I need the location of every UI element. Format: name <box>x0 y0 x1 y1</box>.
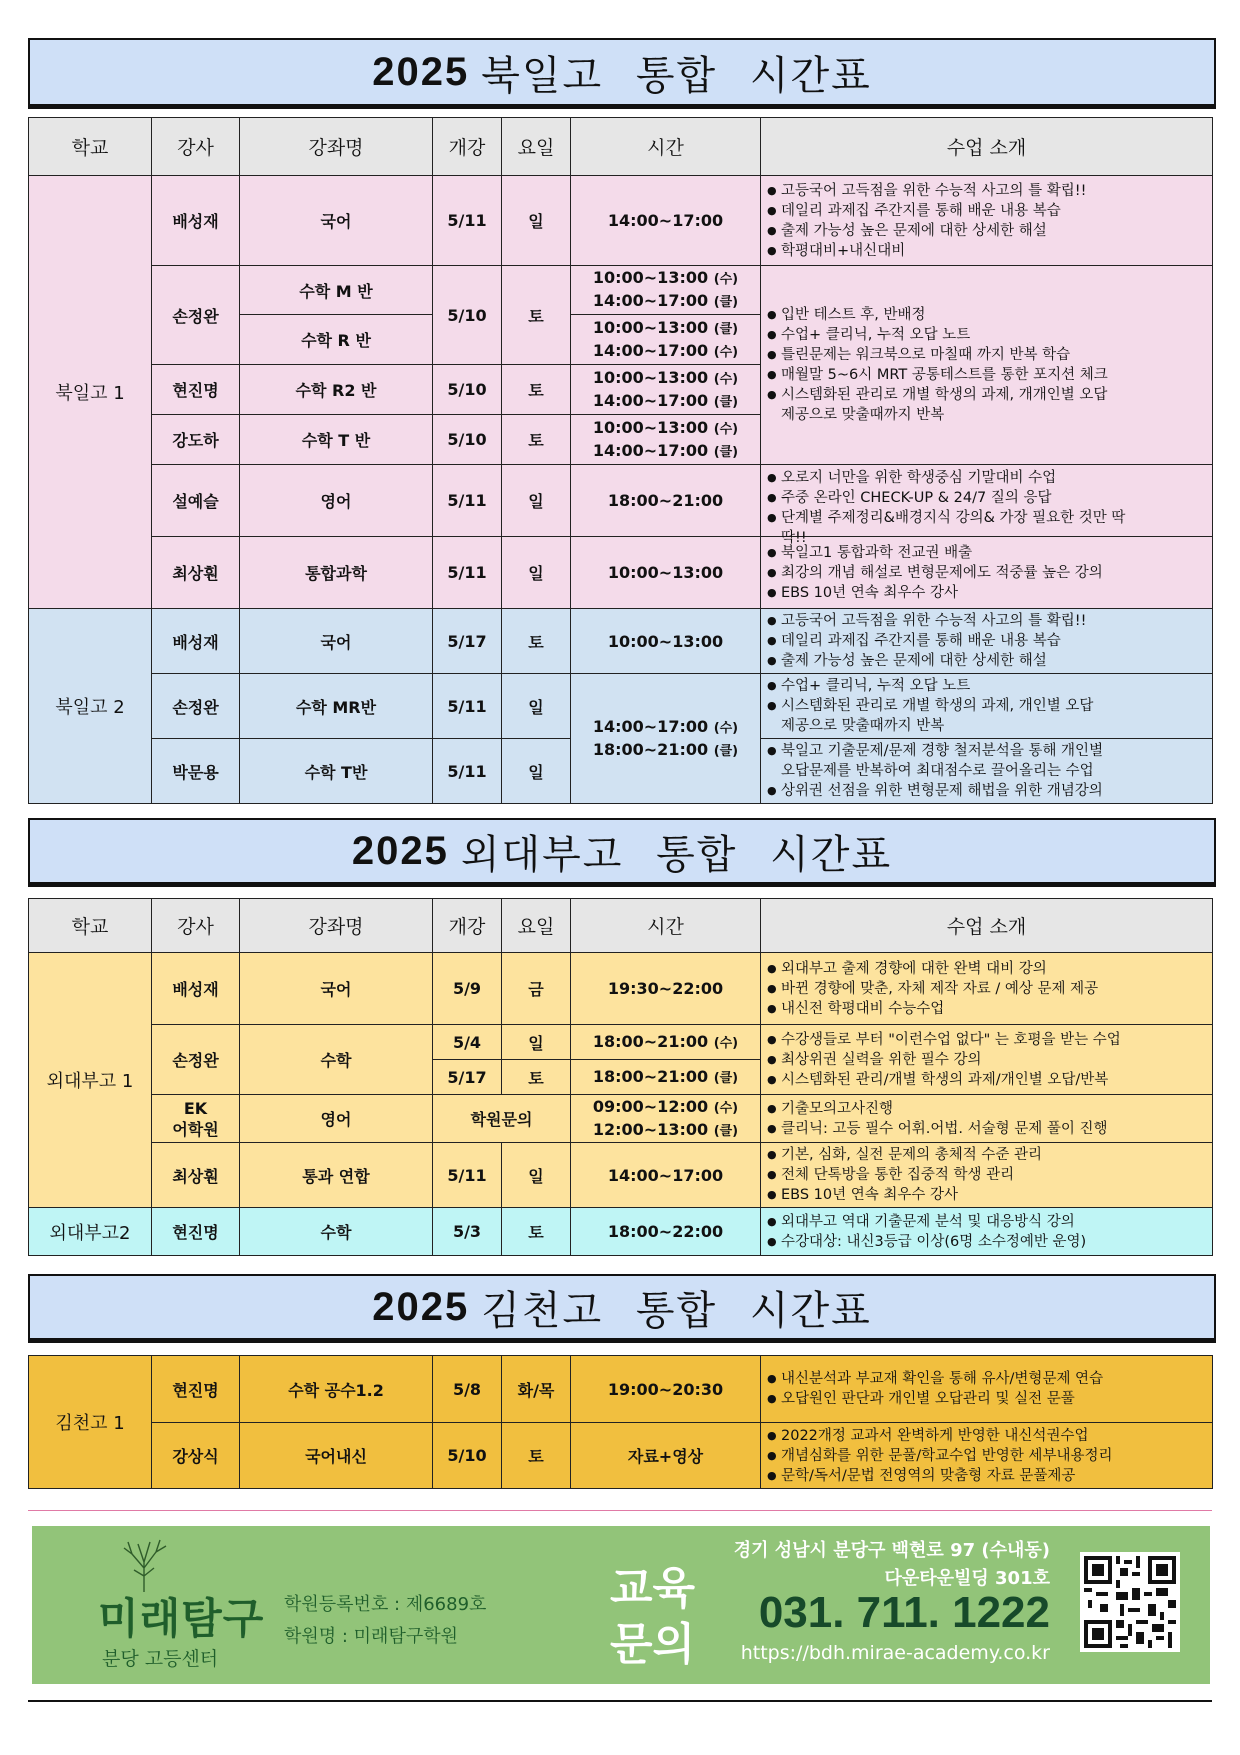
teacher-cell: EK 어학원 <box>152 1095 240 1143</box>
teacher-cell: 손정완 <box>152 1025 240 1095</box>
header-school: 학교 <box>29 899 152 953</box>
course-cell: 영어 <box>240 1095 433 1143</box>
website-url: https://bdh.mirae-academy.co.kr <box>740 1642 1050 1664</box>
time-cell: 14:00~17:00 <box>571 176 761 266</box>
start-cell: 학원문의 <box>433 1095 571 1143</box>
table-row <box>29 1025 1213 1060</box>
start-cell: 5/9 <box>433 953 502 1025</box>
start-cell: 5/11 <box>433 1143 502 1208</box>
registration-number: 학원등록번호 : 제6689호 <box>284 1594 487 1615</box>
footer-banner <box>32 1526 1210 1684</box>
course-cell: 국어내신 <box>240 1423 433 1489</box>
teacher-cell: 설예슬 <box>152 465 240 537</box>
desc-cell: ● 기본, 심화, 실전 문제의 총체적 수준 관리 ● 전체 단톡방을 통한 집중적 학생 관리 ● EBS 10년 연속 최우수 강사 <box>761 1143 1213 1208</box>
time-cell: 10:00~13:00 <box>571 537 761 609</box>
time-cell: 자료+영상 <box>571 1423 761 1489</box>
school-cell: 외대부고 1 <box>29 953 152 1208</box>
teacher-cell: 강상식 <box>152 1423 240 1489</box>
start-cell: 5/11 <box>433 537 502 609</box>
header-teacher: 강사 <box>152 899 240 953</box>
title-year: 2025 <box>351 828 449 873</box>
table-row <box>29 674 1213 739</box>
teacher-cell: 손정완 <box>152 674 240 739</box>
start-cell: 5/3 <box>433 1208 502 1256</box>
desc-cell: ● 기출모의고사진행 ● 클리닉: 고등 필수 어휘.어법. 서술형 문제 풀이 진행 <box>761 1095 1213 1143</box>
table-row <box>29 1356 1213 1423</box>
course-cell: 영어 <box>240 465 433 537</box>
school-cell: 북일고 1 <box>29 176 152 609</box>
time-cell: 18:00~22:00 <box>571 1208 761 1256</box>
time-cell: 10:00~13:00 (수) 14:00~17:00 (클) <box>571 415 761 465</box>
course-cell: 국어 <box>240 953 433 1025</box>
desc-cell: ● 고등국어 고득점을 위한 수능적 사고의 틀 확립!! ● 데일리 과제집 주간지를 통해 배운 내용 복습 ● 출제 가능성 높은 문제에 대한 상세한 해설 <box>761 609 1213 674</box>
course-cell: 수학 T 반 <box>240 415 433 465</box>
start-cell: 5/10 <box>433 1423 502 1489</box>
time-cell: 18:00~21:00 (수) <box>571 1025 761 1060</box>
teacher-cell: 현진명 <box>152 1356 240 1423</box>
table-row <box>29 609 1213 674</box>
header-start: 개강 <box>433 118 502 176</box>
day-cell: 일 <box>502 1025 571 1060</box>
day-cell: 토 <box>502 1423 571 1489</box>
desc-cell: ● 북일고 기출문제/문제 경향 철저분석을 통해 개인별 오답문제를 반복하여 최대점수로 끌어올리는 수업 ● 상위권 선점을 위한 변형문제 해법을 위한 개념강의 <box>761 739 1213 804</box>
table-row <box>29 1423 1213 1489</box>
desc-cell: ● 오로지 너만을 위한 학생중심 기말대비 수업 ● 주중 온라인 CHECK-UP & 24/7 질의 응답 ● 단계별 주제정리&배경지식 강의& 가장 필요한 것만 딱 <box>761 465 1213 537</box>
hufs-timetable <box>28 898 1213 1256</box>
start-cell: 5/17 <box>433 1060 502 1095</box>
day-cell: 금 <box>502 953 571 1025</box>
time-cell: 10:00~13:00 (수) 14:00~17:00 (클) <box>571 266 761 315</box>
time-cell: 10:00~13:00 (클) 14:00~17:00 (수) <box>571 315 761 365</box>
teacher-cell: 최상훤 <box>152 537 240 609</box>
table-row <box>29 1095 1213 1143</box>
table-row <box>29 1208 1213 1256</box>
course-cell: 통과 연합 <box>240 1143 433 1208</box>
course-cell: 통합과학 <box>240 537 433 609</box>
title-year: 2025 <box>372 1284 470 1329</box>
course-cell: 수학 <box>240 1208 433 1256</box>
time-cell: 10:00~13:00 (수) 14:00~17:00 (클) <box>571 365 761 415</box>
school-cell: 외대부고2 <box>29 1208 152 1256</box>
time-cell: 14:00~17:00 <box>571 1143 761 1208</box>
table-row <box>29 1143 1213 1208</box>
table-row <box>29 266 1213 315</box>
teacher-cell: 최상훤 <box>152 1143 240 1208</box>
header-time: 시간 <box>571 118 761 176</box>
time-cell: 18:00~21:00 (클) <box>571 1060 761 1095</box>
teacher-cell: 배성재 <box>152 176 240 266</box>
start-cell: 5/4 <box>433 1025 502 1060</box>
desc-cell: ● 외대부고 역대 기출문제 분석 및 대응방식 강의 ● 수강대상: 내신3등급 이상(6명 소수정예반 운영) <box>761 1208 1213 1256</box>
header-start: 개강 <box>433 899 502 953</box>
day-cell: 토 <box>502 266 571 365</box>
teacher-cell: 강도하 <box>152 415 240 465</box>
phone-number: 031. 711. 1222 <box>758 1588 1050 1637</box>
desc-cell: ● 수업+ 클리닉, 누적 오답 노트 ● 시스템화된 관리로 개별 학생의 과제, 개인별 오답 제공으로 맞출때까지 반복 <box>761 674 1213 739</box>
teacher-cell: 현진명 <box>152 365 240 415</box>
address-line-2: 다운타운빌딩 301호 <box>884 1568 1050 1589</box>
course-cell: 수학 R 반 <box>240 315 433 365</box>
day-cell: 일 <box>502 176 571 266</box>
course-cell: 수학 공수1.2 <box>240 1356 433 1423</box>
day-cell: 토 <box>502 1060 571 1095</box>
title-text: 외대부고 통합 시간표 <box>460 831 893 878</box>
day-cell: 토 <box>502 415 571 465</box>
school-cell: 북일고 2 <box>29 609 152 804</box>
address-line-1: 경기 성남시 분당구 백현로 97 (수내동) <box>733 1540 1050 1561</box>
edu-label-2: 문의 <box>610 1619 696 1670</box>
header-time: 시간 <box>571 899 761 953</box>
course-cell: 수학 <box>240 1025 433 1095</box>
header-day: 요일 <box>502 899 571 953</box>
tree-icon <box>114 1538 174 1592</box>
time-cell: 10:00~13:00 <box>571 609 761 674</box>
desc-cell: ● 2022개정 교과서 완벽하게 반영한 내신석권수업 ● 개념심화를 위한 문풀/학교수업 반영한 세부내용정리 ● 문학/독서/문법 전영역의 맞춤형 자료 문풀제공 <box>761 1423 1213 1489</box>
start-cell: 5/11 <box>433 176 502 266</box>
header-desc: 수업 소개 <box>761 118 1213 176</box>
teacher-cell: 배성재 <box>152 953 240 1025</box>
header-day: 요일 <box>502 118 571 176</box>
academy-name: 학원명 : 미래탐구학원 <box>284 1626 458 1647</box>
school-cell: 김천고 1 <box>29 1356 152 1489</box>
start-cell: 5/11 <box>433 739 502 804</box>
course-cell: 국어 <box>240 176 433 266</box>
teacher-cell: 현진명 <box>152 1208 240 1256</box>
course-cell: 수학 M 반 <box>240 266 433 315</box>
bukil-title-banner <box>28 38 1216 106</box>
divider <box>28 1510 1212 1511</box>
table-row <box>29 465 1213 537</box>
header-teacher: 강사 <box>152 118 240 176</box>
course-cell: 수학 T반 <box>240 739 433 804</box>
title-text: 김천고 통합 시간표 <box>481 1287 872 1334</box>
qr-code-icon[interactable] <box>1080 1552 1180 1652</box>
desc-cell: ● 수강생들로 부터 "이런수업 없다" 는 호평을 받는 수업 ● 최상위권 실력을 위한 필수 강의 ● 시스템화된 관리/개별 학생의 과제/개인별 오답/반복 <box>761 1025 1213 1095</box>
teacher-cell: 박문용 <box>152 739 240 804</box>
day-cell: 일 <box>502 1143 571 1208</box>
start-cell: 5/11 <box>433 465 502 537</box>
desc-cell: ● 북일고1 통합과학 전교권 배출 ● 최강의 개념 해설로 변형문제에도 적중률 높은 강의 ● EBS 10년 연속 최우수 강사 <box>761 537 1213 609</box>
center-name: 분당 고등센터 <box>102 1648 219 1670</box>
course-cell: 수학 R2 반 <box>240 365 433 415</box>
day-cell: 일 <box>502 537 571 609</box>
teacher-cell: 손정완 <box>152 266 240 365</box>
teacher-cell: 배성재 <box>152 609 240 674</box>
start-cell: 5/10 <box>433 415 502 465</box>
start-cell: 5/8 <box>433 1356 502 1423</box>
table-row <box>29 176 1213 266</box>
desc-cell: ● 입반 테스트 후, 반배정 ● 수업+ 클리닉, 누적 오답 노트 ● 틀린문제는 워크북으로 마칠때 까지 반복 학습 ● 매월말 5~6시 MRT 공통테스트를 통한 포지션 체크 ● 시스템화된 관리로 개별 학생의 과제, 개개인별 오답 제공으로 맞출때까지 반복 <box>761 266 1213 465</box>
start-cell: 5/10 <box>433 365 502 415</box>
header-school: 학교 <box>29 118 152 176</box>
day-cell: 일 <box>502 739 571 804</box>
time-cell: 14:00~17:00 (수) 18:00~21:00 (클) <box>571 674 761 804</box>
header-course: 강좌명 <box>240 118 433 176</box>
desc-cell: ● 외대부고 출제 경향에 대한 완벽 대비 강의 ● 바뀐 경향에 맞춘, 자체 제작 자료 / 예상 문제 제공 ● 내신전 학평대비 수능수업 <box>761 953 1213 1025</box>
gimcheon-timetable <box>28 1355 1213 1489</box>
start-cell: 5/11 <box>433 674 502 739</box>
gimcheon-title-banner <box>28 1274 1216 1340</box>
desc-cell: ● 내신분석과 부교재 확인을 통해 유사/변형문제 연습 ● 오답원인 판단과 개인별 오답관리 및 실전 문풀 <box>761 1356 1213 1423</box>
start-cell: 5/10 <box>433 266 502 365</box>
hufs-title-banner <box>28 818 1216 884</box>
edu-label-1: 교육 <box>610 1563 696 1614</box>
title-year: 2025 <box>372 49 470 94</box>
academy-logo: 미래탐구 <box>98 1594 265 1643</box>
day-cell: 일 <box>502 465 571 537</box>
table-row <box>29 953 1213 1025</box>
divider <box>28 1700 1212 1702</box>
title-text: 북일고 통합 시간표 <box>481 52 872 99</box>
table-row <box>29 537 1213 609</box>
header-course: 강좌명 <box>240 899 433 953</box>
day-cell: 토 <box>502 365 571 415</box>
day-cell: 토 <box>502 1208 571 1256</box>
time-cell: 19:30~22:00 <box>571 953 761 1025</box>
day-cell: 화/목 <box>502 1356 571 1423</box>
time-cell: 09:00~12:00 (수) 12:00~13:00 (클) <box>571 1095 761 1143</box>
course-cell: 국어 <box>240 609 433 674</box>
course-cell: 수학 MR반 <box>240 674 433 739</box>
time-cell: 19:00~20:30 <box>571 1356 761 1423</box>
day-cell: 토 <box>502 609 571 674</box>
day-cell: 일 <box>502 674 571 739</box>
time-cell: 18:00~21:00 <box>571 465 761 537</box>
bukil-timetable <box>28 117 1213 804</box>
start-cell: 5/17 <box>433 609 502 674</box>
desc-cell: ● 고등국어 고득점을 위한 수능적 사고의 틀 확립!! ● 데일리 과제집 주간지를 통해 배운 내용 복습 ● 출제 가능성 높은 문제에 대한 상세한 해설 ● 학평대비+내신대비 <box>761 176 1213 266</box>
header-desc: 수업 소개 <box>761 899 1213 953</box>
